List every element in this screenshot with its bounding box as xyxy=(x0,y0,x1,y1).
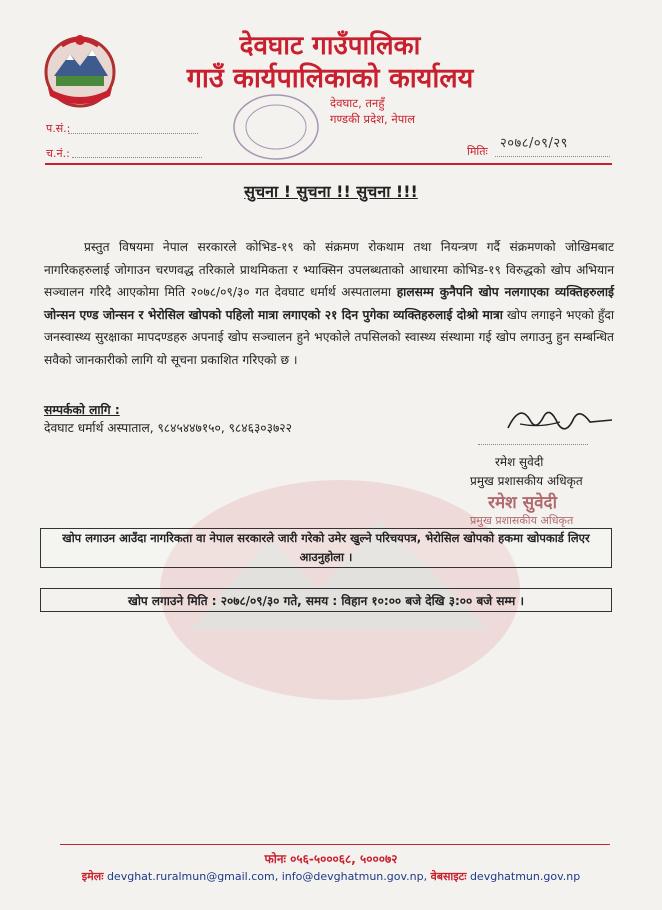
notice-heading: सुचना ! सुचना !! सुचना !!! xyxy=(244,182,418,201)
vaccination-time-box xyxy=(40,588,612,612)
footer-phone: फोनः ०५६-५०००६८, ५०००७२ xyxy=(264,852,398,866)
signer-stamp-title: प्रमुख प्रशासकीय अधिकृत xyxy=(470,514,574,527)
signer-stamp xyxy=(470,490,573,528)
address-line2: गण्डकी प्रदेश, नेपाल xyxy=(330,112,416,126)
footer-divider xyxy=(60,844,610,845)
footer-contacts xyxy=(0,869,662,884)
office-stamp-icon xyxy=(230,92,322,162)
nepal-emblem-icon xyxy=(40,30,120,110)
office-address xyxy=(330,95,415,127)
dispatch-number-label: च.नं.: xyxy=(46,147,70,160)
municipality-name: देवघाट गाउँपालिका xyxy=(239,31,421,61)
email-value[interactable]: devghat.ruralmun@gmail.com, info@devghatmun.gov.np, xyxy=(106,870,428,883)
office-title: गाउँ कार्यपालिकाको कार्यालय xyxy=(186,63,474,94)
signer-block xyxy=(470,453,583,491)
notice-body-bold: हालसम्म कुनैपनि खोप नलगाएका व्यक्तिहरुलाई जोन्सन एण्ड जोन्सन र भेरोसिल खोपको पहिलो मात्रा लगाएको २१ दिन पुगेका व्यक्तिहरुलाई दोश्रो मात्रा xyxy=(44,285,614,322)
website-value[interactable]: devghatmun.gov.np xyxy=(469,870,581,883)
contact-value: देवघाट धर्मार्थ अस्पाताल, ९८४५४४७१५०, ९८४६३०३७२२ xyxy=(44,421,292,435)
date-value: २०७८/०९/२९ xyxy=(500,136,568,151)
dispatch-number-line xyxy=(72,157,202,158)
signature-line xyxy=(478,444,588,445)
reference-number-line xyxy=(68,133,198,134)
website-label: वेबसाइटः xyxy=(430,870,467,883)
vaccination-time-text: खोप लगाउने मिति : २०७८/०९/३० गते, समय : विहान १०:०० बजे देखि ३:०० बजे सम्म । xyxy=(128,593,524,608)
address-line1: देवघाट, तनहुँ xyxy=(330,96,385,110)
date-label: मितिः xyxy=(467,145,488,158)
office-name xyxy=(130,30,530,96)
notice-body-part2: खोप लगाइने भएको हुँदा जनस्वास्थ्य सुरक्षाका मापदण्डहरु अपनाई खोप सञ्चालन हुने भएकोले तपसिलको स्वास्थ्य संस्थामा गई खोप लगाउनु हुन सम्बन्धित सवैको जानकारीको लागि यो सूचना प्रकाशित गरिएको छ । xyxy=(44,307,614,367)
instruction-box xyxy=(40,528,612,568)
notice-body xyxy=(44,236,614,371)
signer-stamp-name: रमेश सुवेदी xyxy=(488,493,557,513)
notice-body-part1: प्रस्तुत विषयमा नेपाल सरकारले कोभिड-१९ को संक्रमण रोकथाम तथा नियन्त्रण गर्दै संक्रमणको जोखिमबाट नागरिकहरुलाई जोगाउन चरणवद्ध तरिकाले प्राथमिकता र भ्याक्सिन उपलब्धताको आधारमा कोभिड-१९ विरुद्धको खोप अभियान सञ्चालन गरिदै आएकोमा मिति २०७८/०९/३० गत देवघाट धर्मार्थ अस्पतालमा xyxy=(44,240,614,299)
instruction-text: खोप लगाउन आउँदा नागरिकता वा नेपाल सरकारले जारी गरेको उमेर खुल्ने परिचयपत्र, भेरोसिल खोपको हकमा खोपकार्ड लिएर आउनुहोला । xyxy=(62,531,590,564)
signature-icon xyxy=(500,398,620,448)
reference-number-label: प.सं.: xyxy=(46,122,71,135)
date-line xyxy=(495,156,610,157)
contact-label: सम्पर्कको लागि : xyxy=(44,403,120,417)
contact-section xyxy=(44,401,292,437)
signer-title: प्रमुख प्रशासकीय अधिकृत xyxy=(470,474,583,488)
signer-name: रमेश सुवेदी xyxy=(495,455,544,469)
header-divider xyxy=(45,163,612,165)
email-label: इमेलः xyxy=(81,870,104,883)
